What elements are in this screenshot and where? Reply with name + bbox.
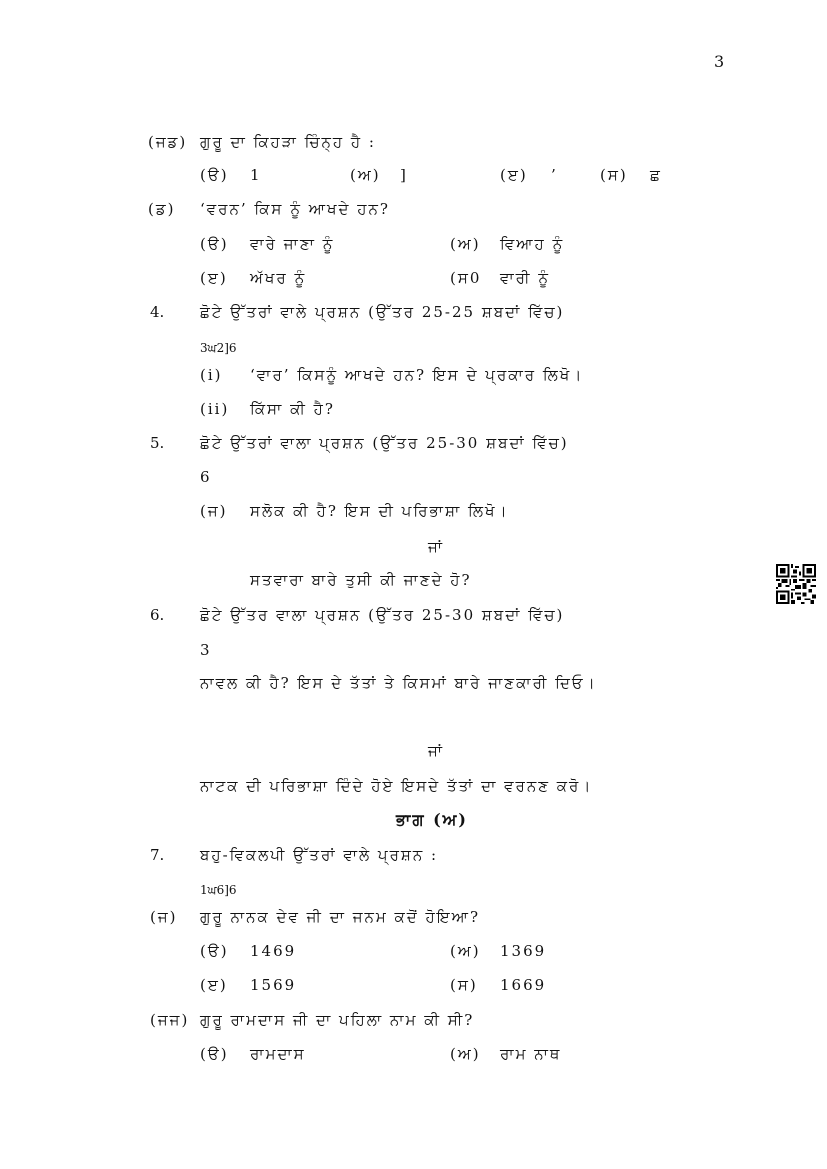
- question-label: (ਜ): [200, 502, 228, 520]
- option-label: (ਅ): [350, 166, 381, 184]
- option-text: ]: [400, 166, 406, 184]
- question-text: ਨਾਵਲ ਕੀ ਹੈ? ਇਸ ਦੇ ਤੱਤਾਂ ਤੇ ਕਿਸਮਾਂ ਬਾਰੇ ਜਾਣਕਾਰੀ ਦਿਓ।: [200, 674, 597, 692]
- option-text: 1: [250, 166, 260, 184]
- option-label: (ਅ): [450, 1045, 481, 1063]
- question-text: ‘ਵਾਰ’ ਕਿਸਨੂੰ ਆਖਦੇ ਹਨ? ਇਸ ਦੇ ਪ੍ਰਕਾਰ ਲਿਖੋ।: [250, 366, 584, 384]
- option-text: ਵਿਆਹ ਨੂੰ: [500, 235, 565, 253]
- section-number: 6.: [150, 606, 165, 624]
- option-text: ਰਾਮ ਨਾਥ: [500, 1045, 562, 1063]
- section-number: 4.: [150, 303, 165, 321]
- question-text: ਸਤਵਾਰਾ ਬਾਰੇ ਤੁਸੀ ਕੀ ਜਾਣਦੇ ਹੋ?: [250, 571, 472, 589]
- option-text: ਰਾਮਦਾਸ: [250, 1045, 306, 1063]
- section-title: ਬਹੁ-ਵਿਕਲਪੀ ਉੱਤਰਾਂ ਵਾਲੇ ਪ੍ਰਸ਼ਨ :: [200, 846, 439, 864]
- question-text: ਕਿੱਸਾ ਕੀ ਹੈ?: [250, 400, 335, 418]
- section-title: ਛੋਟੇ ਉੱਤਰ ਵਾਲਾ ਪ੍ਰਸ਼ਨ (ਉੱਤਰ 25-30 ਸ਼ਬਦਾਂ ਵਿੱਚ): [200, 606, 565, 624]
- question-text: ਸਲੋਕ ਕੀ ਹੈ? ਇਸ ਦੀ ਪਰਿਭਾਸ਼ਾ ਲਿਖੋ।: [250, 502, 509, 520]
- option-text: ’: [551, 166, 556, 184]
- option-text: 1569: [250, 976, 297, 994]
- question-label: (ਜ): [150, 908, 178, 926]
- option-text: 1669: [500, 976, 547, 994]
- option-label: (ੲ): [200, 269, 228, 287]
- qr-code-icon: [776, 564, 816, 604]
- option-text: ਅੱਖਰ ਨੂੰ: [250, 269, 307, 287]
- question-text: ਗੁਰੂ ਨਾਨਕ ਦੇਵ ਜੀ ਦਾ ਜਨਮ ਕਦੋਂ ਹੋਇਆ?: [200, 908, 481, 926]
- option-text: 1369: [500, 942, 547, 960]
- option-label: (ਅ): [450, 235, 481, 253]
- option-text: ਵਾਰੀ ਨੂੰ: [500, 269, 551, 287]
- question-text: ਗੁਰੂ ਦਾ ਕਿਹੜਾ ਚਿੰਨ੍ਹ ਹੈ :: [200, 133, 376, 151]
- question-label: (ਜਜ): [150, 1011, 190, 1029]
- option-label: (ਅ): [450, 942, 481, 960]
- section-marks: 3ਘ2]6: [200, 341, 237, 355]
- option-text: ਛ: [650, 166, 662, 184]
- question-text: ਗੁਰੂ ਰਾਮਦਾਸ ਜੀ ਦਾ ਪਹਿਲਾ ਨਾਮ ਕੀ ਸੀ?: [200, 1011, 475, 1029]
- question-label: (i): [200, 366, 223, 384]
- question-label: (ਜਡ): [148, 133, 188, 151]
- option-label: (ੳ): [200, 235, 229, 253]
- question-label: (ਡ): [148, 200, 176, 218]
- section-marks: 3: [200, 641, 210, 659]
- section-number: 5.: [150, 434, 165, 452]
- page-number: 3: [714, 52, 725, 71]
- option-label: (ੳ): [200, 166, 229, 184]
- or-separator: ਜਾਂ: [428, 742, 445, 760]
- part-heading: ਭਾਗ (ਅ): [396, 810, 468, 829]
- option-text: ਵਾਰੇ ਜਾਣਾ ਨੂੰ: [250, 235, 335, 253]
- option-label: (ਸ): [450, 976, 478, 994]
- option-label: (ਸ0: [450, 269, 482, 287]
- option-label: (ੳ): [200, 942, 229, 960]
- section-marks: 6: [200, 468, 210, 486]
- section-title: ਛੋਟੇ ਉੱਤਰਾਂ ਵਾਲੇ ਪ੍ਰਸ਼ਨ (ਉੱਤਰ 25-25 ਸ਼ਬਦਾਂ ਵਿੱਚ): [200, 303, 565, 321]
- question-label: (ii): [200, 400, 230, 418]
- option-label: (ੳ): [200, 1045, 229, 1063]
- or-separator: ਜਾਂ: [428, 538, 445, 556]
- section-marks: 1ਘ6]6: [200, 883, 237, 897]
- question-text: ਨਾਟਕ ਦੀ ਪਰਿਭਾਸ਼ਾ ਦਿੰਦੇ ਹੋਏ ਇਸਦੇ ਤੱਤਾਂ ਦਾ ਵਰਨਣ ਕਰੋ।: [200, 777, 593, 795]
- option-text: 1469: [250, 942, 297, 960]
- question-text: ‘ਵਰਨ’ ਕਿਸ ਨੂੰ ਆਖਦੇ ਹਨ?: [200, 200, 390, 218]
- section-title: ਛੋਟੇ ਉੱਤਰਾਂ ਵਾਲਾ ਪ੍ਰਸ਼ਨ (ਉੱਤਰ 25-30 ਸ਼ਬਦਾਂ ਵਿੱਚ): [200, 434, 569, 452]
- section-number: 7.: [150, 846, 165, 864]
- option-label: (ਸ): [600, 166, 628, 184]
- option-label: (ੲ): [200, 976, 228, 994]
- option-label: (ੲ): [500, 166, 528, 184]
